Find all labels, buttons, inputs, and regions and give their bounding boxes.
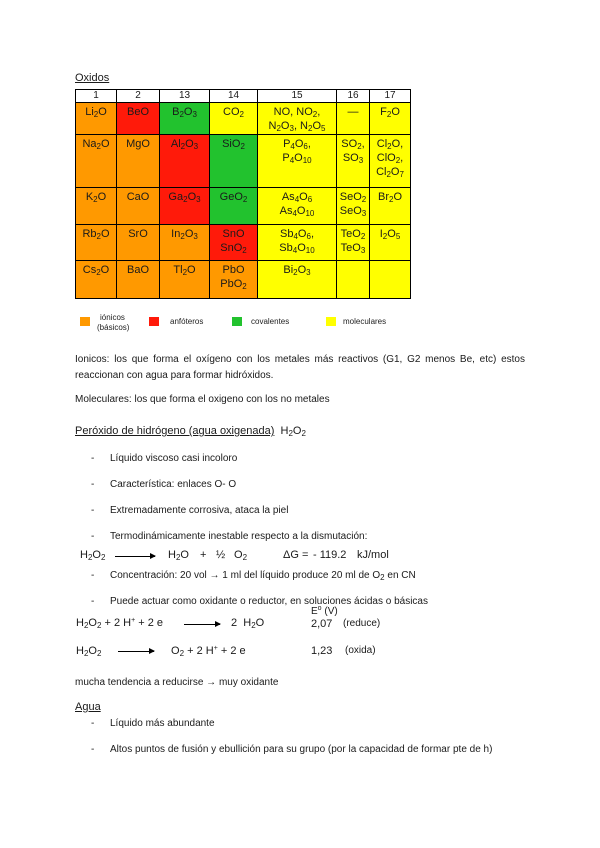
oxide-cell: SnO SnO$_2$ [210, 225, 258, 261]
table-row [76, 225, 411, 261]
table-row [76, 261, 411, 299]
eq-reactant: $H_2O_2$ [80, 549, 106, 562]
bullet-text: Extremadamente corrosiva, ataca la piel [110, 505, 289, 516]
table-row [76, 103, 411, 135]
legend-label-covalentes: covalentes [251, 317, 290, 326]
table-row [76, 135, 411, 188]
bullet-dash: - [91, 531, 95, 542]
bullet-text: Característica: enlaces O- O [110, 479, 237, 490]
redox-reactant-2: $H_2O_2$ [76, 645, 102, 658]
oxide-cell: $SO_2$, $SO_3$ [337, 135, 370, 188]
group-header: 2 [117, 90, 160, 103]
oxide-cell: $Na_2O$ [76, 135, 117, 188]
legend-swatch-ionicos [80, 317, 90, 326]
oxide-cell: NO, $NO_2$, $N_2O_3$, $N_2O_5$ [258, 103, 337, 135]
reaction-arrow [115, 556, 155, 557]
redox-products-2: $O_2 + 2$ H+ + 2 e [171, 645, 246, 658]
oxide-cell: $F_2O$ [370, 103, 411, 135]
redox-reaction-1: $H_2O_2 + 2$ H+ + 2 e [76, 617, 164, 630]
bullet-text: Termodinámicamente inestable respecto a la dismutación: [110, 531, 368, 542]
e0-unit: (V) [324, 606, 338, 617]
oxide-cell: CaO [117, 188, 160, 225]
oxidos-title: Oxidos [75, 72, 110, 84]
oxide-cell: BaO [117, 261, 160, 299]
r2-coef: 2 [196, 645, 203, 657]
group-header: 15 [258, 90, 337, 103]
oxide-cell: $Cl_2O$, ClO$_2$, $Cl_2O_7$ [370, 135, 411, 188]
bullet-dash: - [91, 570, 95, 581]
bullet-text: Puede actuar como oxidante o reductor, en soluciones ácidas o básicas [110, 596, 428, 607]
r1-product-coef: 2 [231, 617, 238, 629]
redox-label-2: (oxida) [345, 645, 376, 656]
oxide-cell: $Tl_2O$ [160, 261, 210, 299]
legend-swatch-covalentes [232, 317, 242, 326]
legend-swatch-anfoteros [149, 317, 159, 326]
eq-half: ½ [216, 549, 226, 561]
legend-label-moleculares: moleculares [343, 317, 387, 326]
oxides-table [75, 89, 411, 299]
redox-value-2: 1,23 [311, 645, 333, 657]
group-header: 1 [76, 90, 117, 103]
bullet-dash: - [91, 479, 95, 490]
oxide-cell [337, 103, 370, 135]
bullet-text: Líquido viscoso casi incoloro [110, 453, 238, 464]
peroxido-heading-text: Peróxido de hidrógeno (agua oxigenada) [75, 425, 275, 437]
delta-g-value: - 119.2 [313, 549, 347, 561]
oxide-cell: $In_2O_3$ [160, 225, 210, 261]
concentracion-line: Concentración: 20 vol → 1 ml del líquido produce 20 ml de $O_2$ en CN [110, 570, 416, 582]
peroxido-heading [75, 425, 306, 437]
concentracion-c: en CN [387, 570, 416, 581]
bullet-dash: - [91, 453, 95, 464]
oxide-cell [370, 261, 411, 299]
oxide-cell: $I_2O_5$ [370, 225, 411, 261]
eq-product-water: $H_2O$ [168, 549, 189, 562]
oxide-cell: $P_4O_6$, $P_4O_{10}$ [258, 135, 337, 188]
reaction-arrow [118, 651, 154, 652]
oxide-cell: $CO_2$ [210, 103, 258, 135]
oxide-cell: $Bi_2O_3$ [258, 261, 337, 299]
empty-dash: — [347, 106, 359, 118]
redox-value-1: 2,07 [311, 618, 333, 630]
r1-electrons: 2 e [147, 617, 164, 629]
bullet-text: Altos puntos de fusión y ebullición para su grupo (por la capacidad de formar pte de h) [110, 744, 493, 755]
bullet-dash: - [91, 596, 95, 607]
oxide-cell: GeO$_2$ [210, 188, 258, 225]
group-header: 17 [370, 90, 411, 103]
reaction-arrow [184, 624, 220, 625]
concentracion-b: 1 ml del líquido produce 20 ml de O [222, 570, 381, 581]
group-header-row [76, 90, 411, 103]
conclusion-text: mucha tendencia a reducirse → muy oxidante [75, 677, 279, 688]
legend-swatch-moleculares [326, 317, 336, 326]
oxide-cell: $K_2O$ [76, 188, 117, 225]
oxide-cell: PbO PbO$_2$ [210, 261, 258, 299]
eq-plus: + [200, 549, 207, 561]
eq-product-oxygen: $O_2$ [234, 549, 248, 562]
oxide-cell: SrO [117, 225, 160, 261]
oxide-cell: $Cs_2O$ [76, 261, 117, 299]
moleculares-paragraph: Moleculares: los que forma el oxigeno con los no metales [75, 394, 330, 405]
oxide-cell: BeO [117, 103, 160, 135]
delta-g-unit: kJ/mol [357, 549, 389, 561]
bullet-text: Líquido más abundante [110, 718, 215, 729]
legend-label-ionicos: iónicos [100, 313, 125, 322]
legend-sublabel-ionicos: (básicos) [97, 323, 130, 332]
oxide-cell: $Ga_2O_3$ [160, 188, 210, 225]
oxide-cell: $Al_2O_3$ [160, 135, 210, 188]
concentracion-arrow: → [209, 570, 220, 581]
redox-label-1: (reduce) [343, 618, 381, 629]
group-header: 13 [160, 90, 210, 103]
oxide-cell: $B_2O_3$ [160, 103, 210, 135]
oxide-cell [337, 261, 370, 299]
concentracion-a: Concentración: 20 vol [110, 570, 207, 581]
r2-electrons: 2 e [230, 645, 246, 657]
oxide-cell: $Br_2O$ [370, 188, 411, 225]
group-header: 16 [337, 90, 370, 103]
ionicos-paragraph: Ionicos: los que forma el oxígeno con los metales más reactivos (G1, G2 menos Be, etc) estos reaccionan con agua para formar hidróxidos. [75, 354, 525, 381]
oxide-cell: $As_4O_6$ $As_4O_{10}$ [258, 188, 337, 225]
group-header: 14 [210, 90, 258, 103]
e0-label: E [311, 606, 318, 617]
r1-coef: 2 [113, 617, 121, 629]
bullet-dash: - [91, 505, 95, 516]
e0-header: $E^o$ (V) [311, 605, 338, 617]
legend-label-anfoteros: anfóteros [170, 317, 204, 326]
formula-h2o2: $H_2O_2$ [277, 425, 306, 438]
agua-heading: Agua [75, 701, 101, 713]
table-row [76, 188, 411, 225]
oxide-cell: $Rb_2O$ [76, 225, 117, 261]
oxide-cell: MgO [117, 135, 160, 188]
oxide-cell: TeO$_2$ TeO$_3$ [337, 225, 370, 261]
oxide-cell: SeO$_2$ SeO$_3$ [337, 188, 370, 225]
bullet-dash: - [91, 718, 95, 729]
bullet-dash: - [91, 744, 95, 755]
delta-g-label: ΔG = [283, 549, 309, 561]
oxide-cell: $Sb_4O_6$, $Sb_4O_{10}$ [258, 225, 337, 261]
oxide-cell: $Li_2O$ [76, 103, 117, 135]
redox-product-1: 2 $H_2O$ [231, 617, 265, 630]
oxide-cell: SiO$_2$ [210, 135, 258, 188]
